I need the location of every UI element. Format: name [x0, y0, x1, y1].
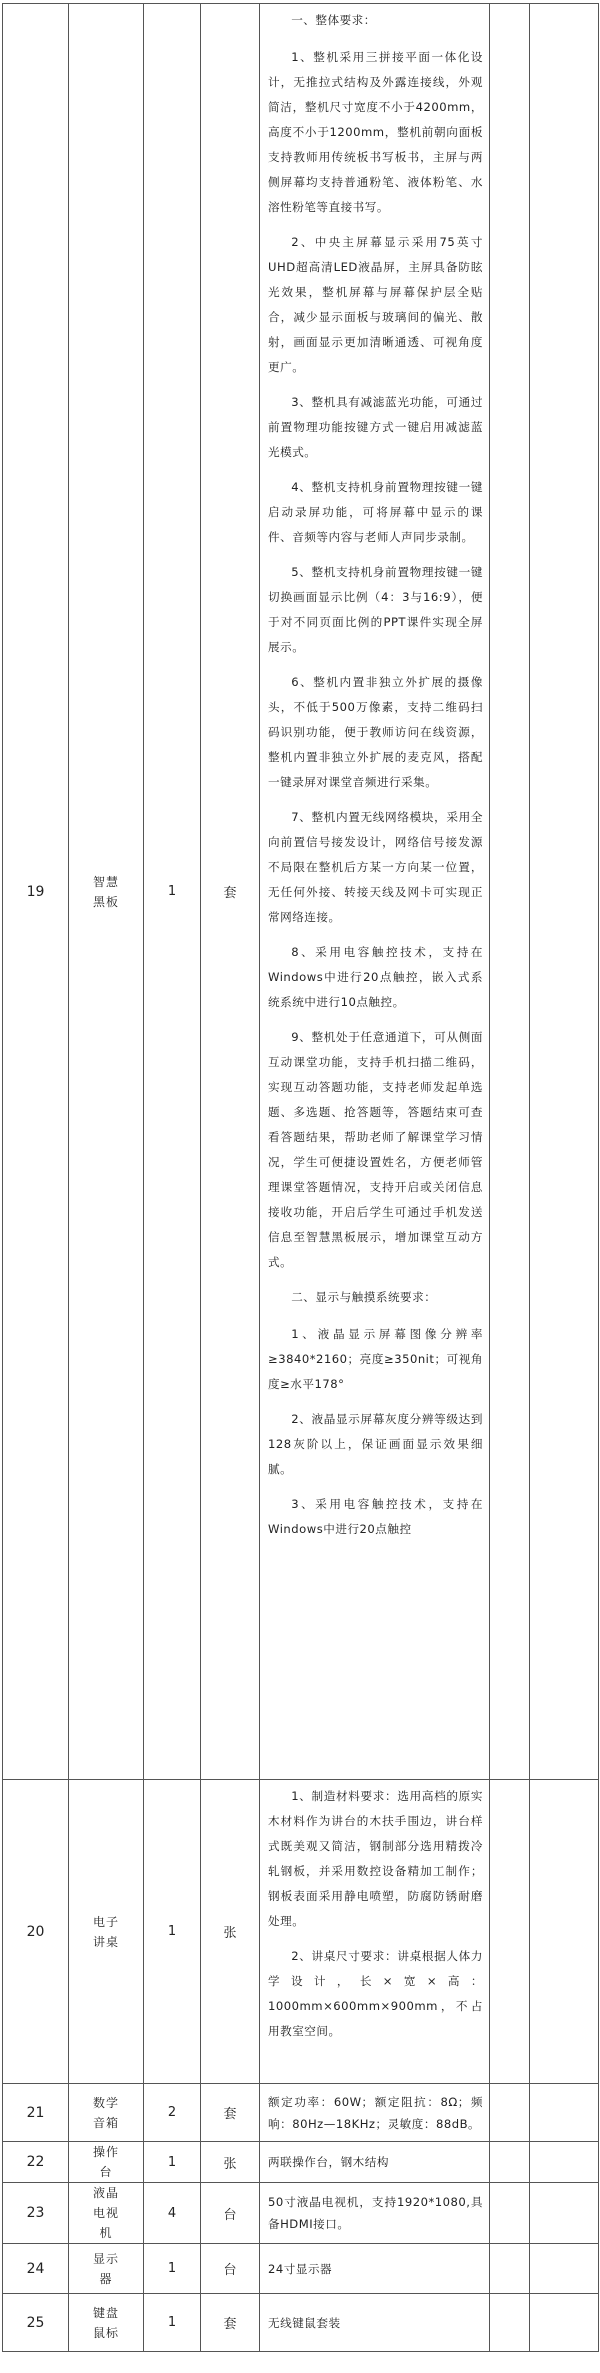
item-name-text: 液晶电视机	[92, 2186, 119, 2240]
spec-paragraph: 4、整机支持机身前置物理按键一键启动录屏功能，可将屏幕中显示的课件、音频等内容与老师人声同步录制。	[268, 480, 483, 544]
row-number: 23	[3, 2183, 69, 2244]
item-unit: 套	[201, 2084, 260, 2142]
item-unit: 台	[201, 2244, 260, 2294]
item-unit: 张	[201, 2142, 260, 2183]
item-name-text: 数学音箱	[92, 2095, 119, 2130]
table-row	[3, 2183, 599, 2244]
row-number: 19	[3, 4, 69, 1780]
item-spec	[260, 1780, 490, 2084]
spec-text: 额定功率：60W；额定阻抗：8Ω；频响：80Hz—18KHz；灵敏度：88dB。	[268, 2094, 483, 2131]
empty-cell	[530, 2183, 599, 2244]
row-number: 24	[3, 2244, 69, 2294]
spec-heading: 一、整体要求：	[291, 13, 376, 27]
item-name	[69, 4, 144, 1780]
empty-cell	[490, 2294, 530, 2352]
empty-cell	[490, 2183, 530, 2244]
item-spec	[260, 4, 490, 1780]
spec-text: 两联操作台，钢木结构	[268, 2155, 389, 2169]
spec-paragraph: 3、采用电容触控技术，支持在Windows中进行20点触控	[268, 1497, 483, 1536]
spec-paragraph: 2、中央主屏幕显示采用75英寸UHD超高清LED液晶屏，主屏具备防眩光效果，整机屏幕与屏幕保护层全贴合，减少显示面板与玻璃间的偏光、散射，画面显示更加清晰通透、可视角度更广。	[268, 235, 483, 374]
item-quantity: 1	[144, 1780, 201, 2084]
empty-cell	[490, 4, 530, 1780]
spec-paragraph: 2、液晶显示屏幕灰度分辨等级达到128灰阶以上，保证画面显示效果细腻。	[268, 1412, 483, 1476]
empty-cell	[490, 1780, 530, 2084]
spec-paragraph: 8、采用电容触控技术，支持在Windows中进行20点触控，嵌入式系统系统中进行10点触控。	[268, 945, 483, 1009]
spec-paragraph: 5、整机支持机身前置物理按键一键切换画面显示比例（4：3与16:9），便于对不同页面比例的PPT课件实现全屏展示。	[268, 565, 483, 654]
spec-paragraph: 1、整机采用三拼接平面一体化设计，无推拉式结构及外露连接线，外观简洁，整机尺寸宽度不小于4200mm，高度不小于1200mm，整机前朝向面板支持教师用传统板书写板书，主屏与两侧屏幕均支持普通粉笔、液体粉笔、水溶性粉笔等直接书写。	[268, 50, 483, 214]
empty-cell	[530, 1780, 599, 2084]
item-quantity: 4	[144, 2183, 201, 2244]
item-name-text: 电子讲桌	[92, 1914, 119, 1949]
spec-paragraph: 1、制造材料要求：选用高档的原实木材料作为讲台的木扶手围边，讲台样式既美观又简洁，钢制部分选用精拨冷轧钢板，并采用数控设备精加工制作；钢板表面采用静电喷塑，防腐防锈耐磨处理。	[268, 1789, 483, 1928]
table-row	[3, 2294, 599, 2352]
table-row	[3, 1780, 599, 2084]
empty-cell	[490, 2142, 530, 2183]
item-quantity: 1	[144, 2244, 201, 2294]
item-spec	[260, 2084, 490, 2142]
row-number: 20	[3, 1780, 69, 2084]
row-number: 25	[3, 2294, 69, 2352]
spec-text: 50寸液晶电视机，支持1920*1080,具备HDMI接口。	[268, 2195, 483, 2231]
item-name-text: 键盘鼠标	[92, 2305, 119, 2340]
empty-cell	[530, 2244, 599, 2294]
item-name	[69, 2183, 144, 2244]
table-row	[3, 2142, 599, 2183]
item-unit: 张	[201, 1780, 260, 2084]
spec-table	[2, 3, 599, 2352]
spec-paragraph: 1、液晶显示屏幕图像分辨率≥3840*2160；亮度≥350nit；可视角度≥水平178°	[268, 1327, 483, 1391]
spec-paragraph: 7、整机内置无线网络模块，采用全向前置信号接发设计，网络信号接发源不局限在整机后方某一方向某一位置，无任何外接、转接天线及网卡可实现正常网络连接。	[268, 810, 483, 924]
row-number: 22	[3, 2142, 69, 2183]
item-quantity: 1	[144, 4, 201, 1780]
spec-paragraph: 9、整机处于任意通道下，可从侧面互动课堂功能，支持手机扫描二维码，实现互动答题功能，支持老师发起单选题、多选题、抢答题等，答题结束可查看答题结果，帮助老师了解课堂学习情况，学生可便捷设置姓名，方便老师管理课堂答题情况，支持开启或关闭信息接收功能，开启后学生可通过手机发送信息至智慧黑板展示，增加课堂互动方式。	[268, 1030, 483, 1269]
spec-text: 无线键鼠套装	[268, 2315, 341, 2330]
empty-cell	[490, 2084, 530, 2142]
item-unit: 台	[201, 2183, 260, 2244]
item-spec	[260, 2244, 490, 2294]
table-row	[3, 2244, 599, 2294]
item-name	[69, 2142, 144, 2183]
item-name	[69, 2244, 144, 2294]
item-name-text: 智慧黑板	[92, 874, 119, 909]
spec-paragraph: 3、整机具有减滤蓝光功能，可通过前置物理功能按键方式一键启用减滤蓝光模式。	[268, 395, 483, 459]
item-name	[69, 1780, 144, 2084]
spec-heading: 二、显示与触摸系统要求：	[291, 1290, 437, 1304]
item-name-text: 操作台	[92, 2145, 119, 2179]
spec-paragraph: 6、整机内置非独立外扩展的摄像头，不低于500万像素，支持二维码扫码识别功能，便于教师访问在线资源，整机内置非独立外扩展的麦克风，搭配一键录屏对课堂音频进行采集。	[268, 675, 483, 789]
item-quantity: 1	[144, 2294, 201, 2352]
item-spec	[260, 2183, 490, 2244]
empty-cell	[530, 4, 599, 1780]
item-name	[69, 2294, 144, 2352]
item-name-text: 显示器	[92, 2251, 119, 2286]
empty-cell	[530, 2294, 599, 2352]
table-row	[3, 4, 599, 1780]
item-spec	[260, 2294, 490, 2352]
item-unit: 套	[201, 4, 260, 1780]
item-quantity: 1	[144, 2142, 201, 2183]
empty-cell	[530, 2142, 599, 2183]
item-quantity: 2	[144, 2084, 201, 2142]
spec-text: 24寸显示器	[268, 2261, 333, 2276]
empty-cell	[490, 2244, 530, 2294]
item-unit: 套	[201, 2294, 260, 2352]
table-row	[3, 2084, 599, 2142]
empty-cell	[530, 2084, 599, 2142]
item-spec	[260, 2142, 490, 2183]
item-name	[69, 2084, 144, 2142]
spec-paragraph: 2、讲桌尺寸要求：讲桌根据人体力学设计，长×宽×高：1000mm×600mm×900mm，不占用教室空间。	[268, 1949, 483, 2038]
row-number: 21	[3, 2084, 69, 2142]
